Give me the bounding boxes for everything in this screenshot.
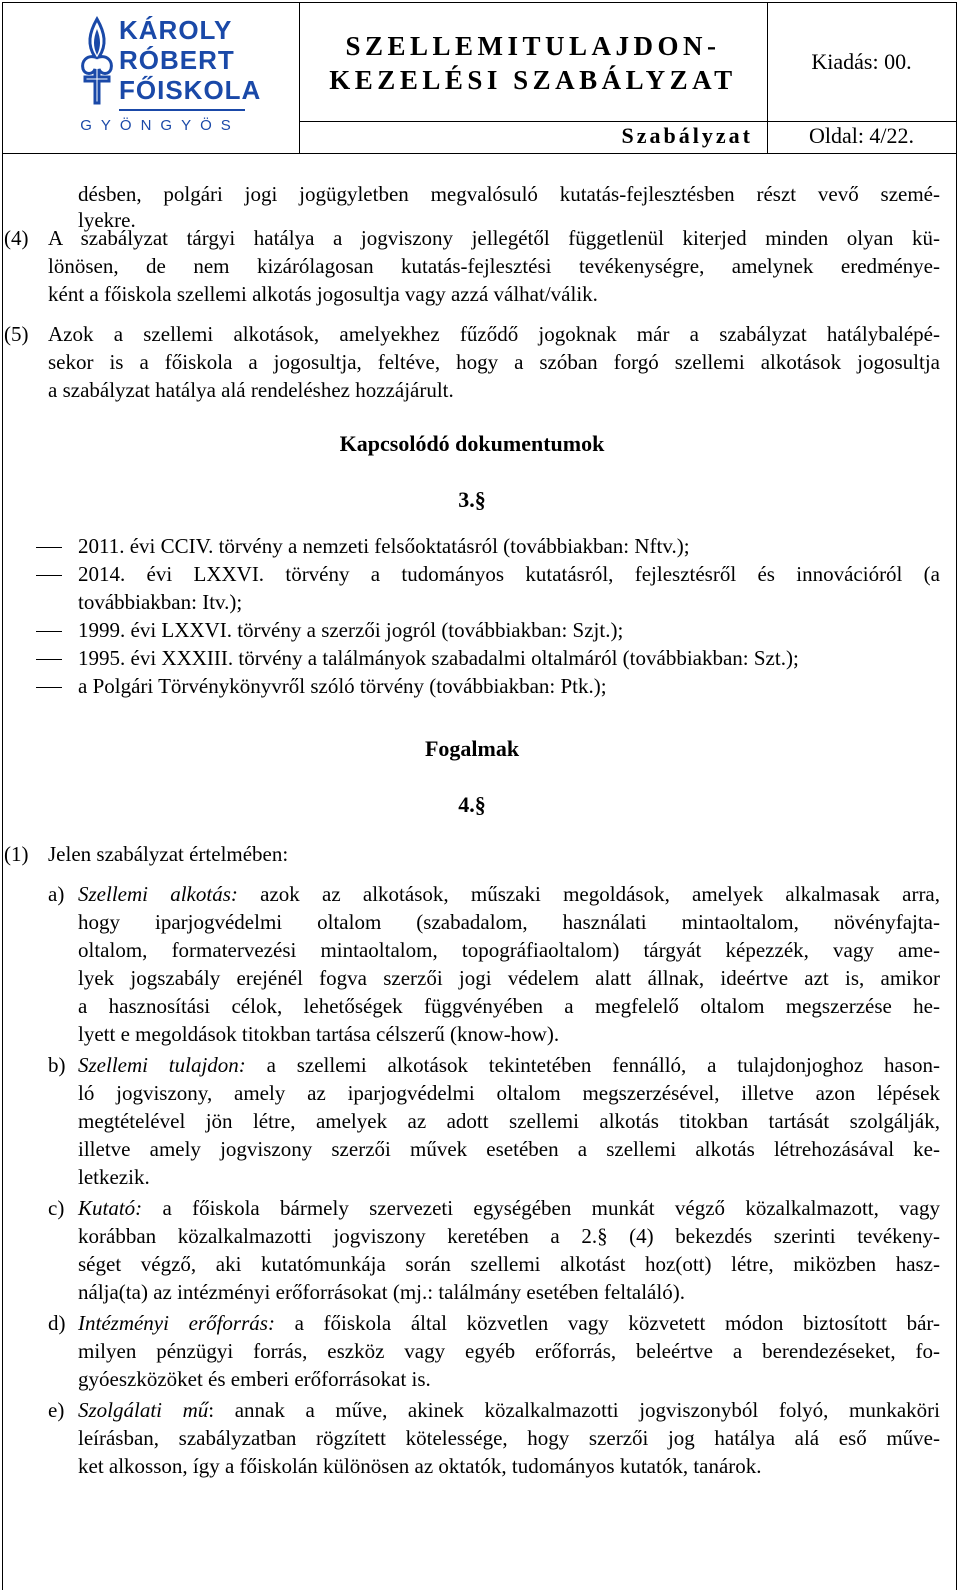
definition-line: oltalom, formatervezési mintaoltalom, topográfiaoltalom) tárgyát képezzék, vagy ame- <box>78 938 940 962</box>
section-number: 4.§ <box>458 792 486 817</box>
list-bullet <box>36 631 62 632</box>
definition-line <box>78 881 940 907</box>
document-title-line-2: KEZELÉSI SZABÁLYZAT <box>329 65 737 95</box>
definition-text: : annak a műve, akinek közalkalmazotti jogviszonyból folyó, munkaköri <box>208 1398 940 1422</box>
section-number: 3.§ <box>458 487 486 512</box>
definition-line: lyek jogszabály erejénél fogva szerzői jogi védelem alatt állnak, ideértve azt is, amikor <box>78 966 940 990</box>
definition-letter: d) <box>48 1311 66 1335</box>
section-title: Fogalmak <box>424 736 520 761</box>
definition-line <box>78 1397 940 1423</box>
definition-letter: a) <box>48 882 65 906</box>
text-line: sekor is a főiskola a jogosultja, feltéve, hogy a szóban forgó szellemi alkotások jogosultja <box>48 350 940 374</box>
text-line: lyekre. <box>78 208 136 232</box>
definition-line: megtételével jön létre, amelyek az adott szellemi alkotás titokban tartását szolgálják, <box>78 1109 940 1133</box>
definition-line: a hasznosítási célok, lehetőségek függvényében a megfelelő oltalom megszerzése he- <box>78 994 940 1018</box>
definition-line: leírásban, szabályzatban rögzített kötelessége, hogy szerzői jog hatálya alá eső műve- <box>78 1426 940 1450</box>
text-line: lönösen, de nem kizárólagosan kutatás-fejlesztési tevékenységre, amelynek eredménye- <box>48 254 940 278</box>
text-line: A szabályzat tárgyi hatálya a jogviszony jellegétől függetlenül kiterjed minden olyan kü- <box>48 226 940 250</box>
document-type: Szabályzat <box>621 123 753 148</box>
list-item: 2011. évi CCIV. törvény a nemzeti felsőoktatásról (továbbiakban: Nftv.); <box>78 534 690 558</box>
definition-line: ló jogviszony, amely az iparjogvédelmi oltalom megszerzésével, illetve azon lépések <box>78 1081 940 1105</box>
text-line: a szabályzat hatálya alá rendeléshez hozzájárult. <box>48 378 454 402</box>
definition-letter: b) <box>48 1053 66 1077</box>
definition-term: Intézményi erőforrás: <box>78 1311 275 1335</box>
list-item: 1999. évi LXXVI. törvény a szerzői jogról (továbbiakban: Szjt.); <box>78 618 624 642</box>
list-bullet <box>36 659 62 660</box>
definition-line: lyett e megoldások titokban tartása célszerű (know-how). <box>78 1022 560 1046</box>
document-title-line-1: SZELLEMITULAJDON- <box>345 31 721 61</box>
text-line: désben, polgári jogi jogügyletben megvalósuló kutatás-fejlesztésben részt vevő szemé- <box>78 182 940 206</box>
definition-text: a főiskola által közvetlen vagy közvetett módon biztosított bár- <box>274 1311 940 1335</box>
paragraph-number: (4) <box>4 226 29 250</box>
definition-text: azok az alkotások, műszaki megoldások, amelyek alkalmasak arra, <box>237 882 941 906</box>
definition-line: letkezik. <box>78 1165 150 1189</box>
text-line: Azok a szellemi alkotások, amelyekhez fűződő jogoknak már a szabályzat hatálybalépé- <box>48 322 940 346</box>
definition-term: Szellemi tulajdon: <box>78 1053 246 1077</box>
section-title: Kapcsolódó dokumentumok <box>339 431 605 456</box>
list-item: továbbiakban: Itv.); <box>78 590 243 614</box>
logo-line-3: FŐISKOLA <box>119 75 262 105</box>
list-bullet <box>36 575 62 576</box>
definition-line <box>78 1052 940 1078</box>
definition-line <box>78 1310 940 1336</box>
definition-line: gyóeszközöket és emberi erőforrásokat is. <box>78 1367 431 1391</box>
paragraph-number: (5) <box>4 322 29 346</box>
list-item: a Polgári Törvénykönyvről szóló törvény (továbbiakban: Ptk.); <box>78 674 607 698</box>
issue-number: Kiadás: 00. <box>811 49 912 74</box>
definition-line: korábban közalkalmazotti jogviszony keretében a 2.§ (4) bekezdés szerinti tevékeny- <box>78 1224 940 1248</box>
definition-line: ket alkosson, így a főiskolán különösen az oktatók, tudományos kutatók, tanárok. <box>78 1454 762 1478</box>
definition-line: nálja(ta) az intézményi erőforrásokat (mj.: találmány esetében feltaláló). <box>78 1280 685 1304</box>
page-number: Oldal: 4/22. <box>808 123 915 148</box>
definition-line: séget végző, aki kutatómunkája során szellemi alkotást hoz(ott) létre, miközben hasz- <box>78 1252 940 1276</box>
definition-term: Szolgálati mű <box>78 1398 209 1422</box>
text-line: Jelen szabályzat értelmében: <box>48 842 289 866</box>
definition-line: milyen pénzügyi forrás, eszköz vagy egyéb erőforrás, beleértve a berendezéseket, fo- <box>78 1339 940 1363</box>
list-bullet <box>36 547 62 548</box>
definition-line: hogy iparjogvédelmi oltalom (szabadalom, használati mintaoltalom, növényfajta- <box>78 910 940 934</box>
list-item: 2014. évi LXXVI. törvény a tudományos kutatásról, fejlesztésről és innovációról (a <box>78 562 940 586</box>
logo-line-2: RÓBERT <box>119 45 235 75</box>
paragraph-number: (1) <box>4 842 29 866</box>
definition-term: Kutató: <box>78 1196 143 1220</box>
list-item: 1995. évi XXXIII. törvény a találmányok szabadalmi oltalmáról (továbbiakban: Szt.); <box>78 646 799 670</box>
logo-line-1: KÁROLY <box>119 15 233 45</box>
list-bullet <box>36 687 62 688</box>
logo-city: GYÖNGYÖS <box>80 117 240 134</box>
definition-letter: c) <box>48 1196 65 1220</box>
definition-line: illetve amely jogviszony szerzői művek esetében a szellemi alkotás létrehozásával ke- <box>78 1137 940 1161</box>
definition-term: Szellemi alkotás: <box>78 882 238 906</box>
definition-text: a főiskola bármely szervezeti egységében munkát végző közalkalmazott, vagy <box>142 1196 940 1220</box>
text-line: ként a főiskola szellemi alkotás jogosultja vagy azzá válhat/válik. <box>48 282 598 306</box>
definition-letter: e) <box>48 1398 65 1422</box>
definition-line <box>78 1195 940 1221</box>
definition-text: a szellemi alkotások tekintetében fennálló, a tulajdonjoghoz hason- <box>245 1053 940 1077</box>
